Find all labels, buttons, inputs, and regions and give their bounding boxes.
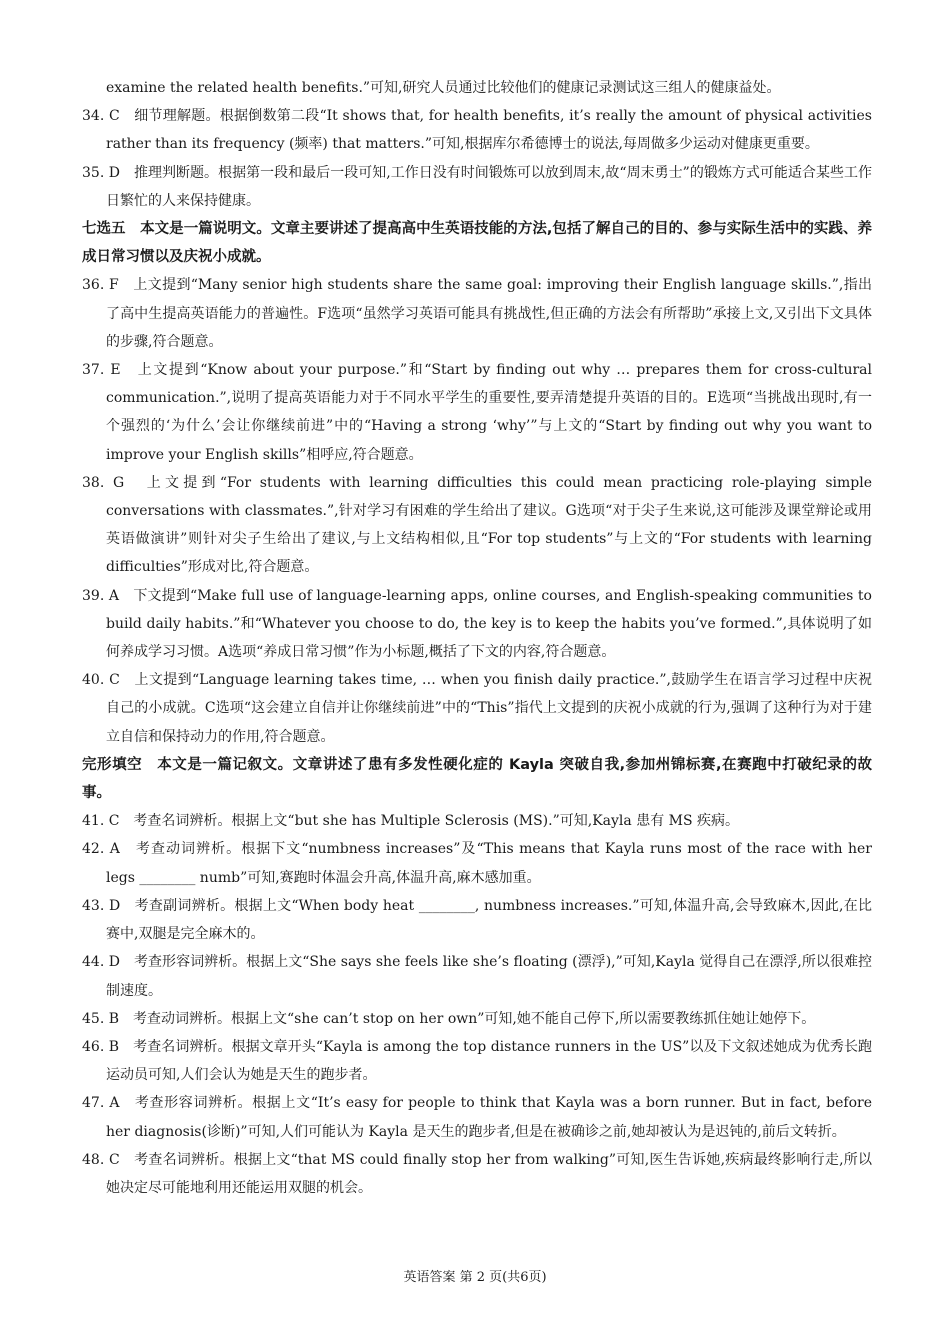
answer-41: 41. C 考查名词辨析。根据上文“but she has Multiple Sclerosis (MS).”可知,Kayla 患有 MS 疾病。 — [82, 813, 740, 830]
answer-42: 42. A 考查动词辨析。根据下文“numbness increases”及“This means that Kayla runs most of the race with her legs ________ numb”可知,赛跑时体温会升高,体温升高,麻木感加重。 — [82, 841, 872, 886]
answer-45: 45. B 考查动词辨析。根据上文“she can’t stop on her own”可知,她不能自己停下,所以需要教练抓住她让她停下。 — [82, 1010, 816, 1027]
answer-page — [82, 74, 872, 1202]
answer-34: 34. C 细节理解题。根据倒数第二段“It shows that, for health benefits, it’s really the amount of physical activities rather than its frequency (频率) that matters.”可知,根据库尔希德博士的说法,每周做多少运动对健康更重要。 — [82, 108, 872, 153]
answer-43: 43. D 考查副词辨析。根据上文“When body heat ________, numbness increases.”可知,体温升高,会导致麻木,因此,在比赛中,双腿是完全麻木的。 — [82, 897, 872, 943]
answer-48: 48. C 考查名词辨析。根据上文“that MS could finally stop her from walking”可知,医生告诉她,疾病最终影响行走,所以她决定尽可能地利用还能运用双腿的机会。 — [82, 1151, 872, 1196]
answer-37: 37. E 上文提到“Know about your purpose.”和“Start by finding out why … prepares them for cross-cultural communication.”,说明了提高英语能力对于不同水平学生的重要性,要弄清楚提升英语的目的。E选项“当挑战出现时,有一个强烈的‘为什么’会让你继续前进”中的“Having a strong ‘why’”与上文的“Start by finding out why you want to improve your English skills”相呼应,符合题意。 — [82, 362, 872, 463]
section-seven-choose-five: 七选五 本文是一篇说明文。文章主要讲述了提高高中生英语技能的方法,包括了解自己的目的、参与实际生活中的实践、养成日常习惯以及庆祝小成就。 — [82, 221, 872, 266]
answer-35: 35. D 推理判断题。根据第一段和最后一段可知,工作日没有时间锻炼可以放到周末,故“周末勇士”的锻炼方式可能适合某些工作日繁忙的人来保持健康。 — [82, 164, 872, 209]
answer-44: 44. D 考查形容词辨析。根据上文“She says she feels like she’s floating (漂浮),”可知,Kayla 觉得自己在漂浮,所以很难控制速度。 — [82, 954, 872, 999]
para-33-continued: examine the related health benefits.”可知,研究人员通过比较他们的健康记录测试这三组人的健康益处。 — [106, 80, 781, 96]
answer-39: 39. A 下文提到“Make full use of language-learning apps, online courses, and English-speaking communities to build daily habits.”和“Whatever you choose to do, the key is to keep the habits you’ve formed.”,具体说明了如何养成学习习惯。A选项“养成日常习惯”作为小标题,概括了下文的内容,符合题意。 — [82, 587, 872, 661]
answer-38: 38. G 上文提到“For students with learning difficulties this could mean practicing role-playing simple conversations with classmates.”,针对学习有困难的学生给出了建议。G选项“对于尖子生来说,这可能涉及课堂辩论或用英语做演讲”则针对尖子生给出了建议,与上文结构相似,且“For top students”与上文的“For students with learning difficulties”形成对比,符合题意。 — [82, 474, 872, 576]
answer-47: 47. A 考查形容词辨析。根据上文“It’s easy for people to think that Kayla was a born runner. But in fact, before her diagnosis(诊断)”可知,人们可能认为 Kayla 是天生的跑步者,但是在被确诊之前,她却被认为是迟钝的,前后文转折。 — [82, 1095, 872, 1140]
answer-46: 46. B 考查名词辨析。根据文章开头“Kayla is among the top distance runners in the US”以及下文叙述她成为优秀长跑运动员可知,人们会认为她是天生的跑步者。 — [82, 1038, 872, 1084]
page-footer: 英语答案 第 2 页(共6页) — [403, 1270, 547, 1285]
answer-40: 40. C 上文提到“Language learning takes time, … when you finish daily practice.”,鼓励学生在语言学习过程中庆祝自己的小成就。C选项“这会建立自信并让你继续前进”中的“This”指代上文提到的庆祝小成就的行为,强调了这种行为对于建立自信和保持动力的作用,符合题意。 — [82, 672, 872, 745]
answer-36: 36. F 上文提到“Many senior high students share the same goal: improving their English language skills.”,指出了高中生提高英语能力的普遍性。F选项“虽然学习英语可能具有挑战性,但正确的方法会有所帮助”承接上文,又引出下文具体的步骤,符合题意。 — [82, 277, 872, 350]
section-cloze: 完形填空 本文是一篇记叙文。文章讲述了患有多发性硬化症的 Kayla 突破自我,参加州锦标赛,在赛跑中打破纪录的故事。 — [82, 756, 872, 802]
